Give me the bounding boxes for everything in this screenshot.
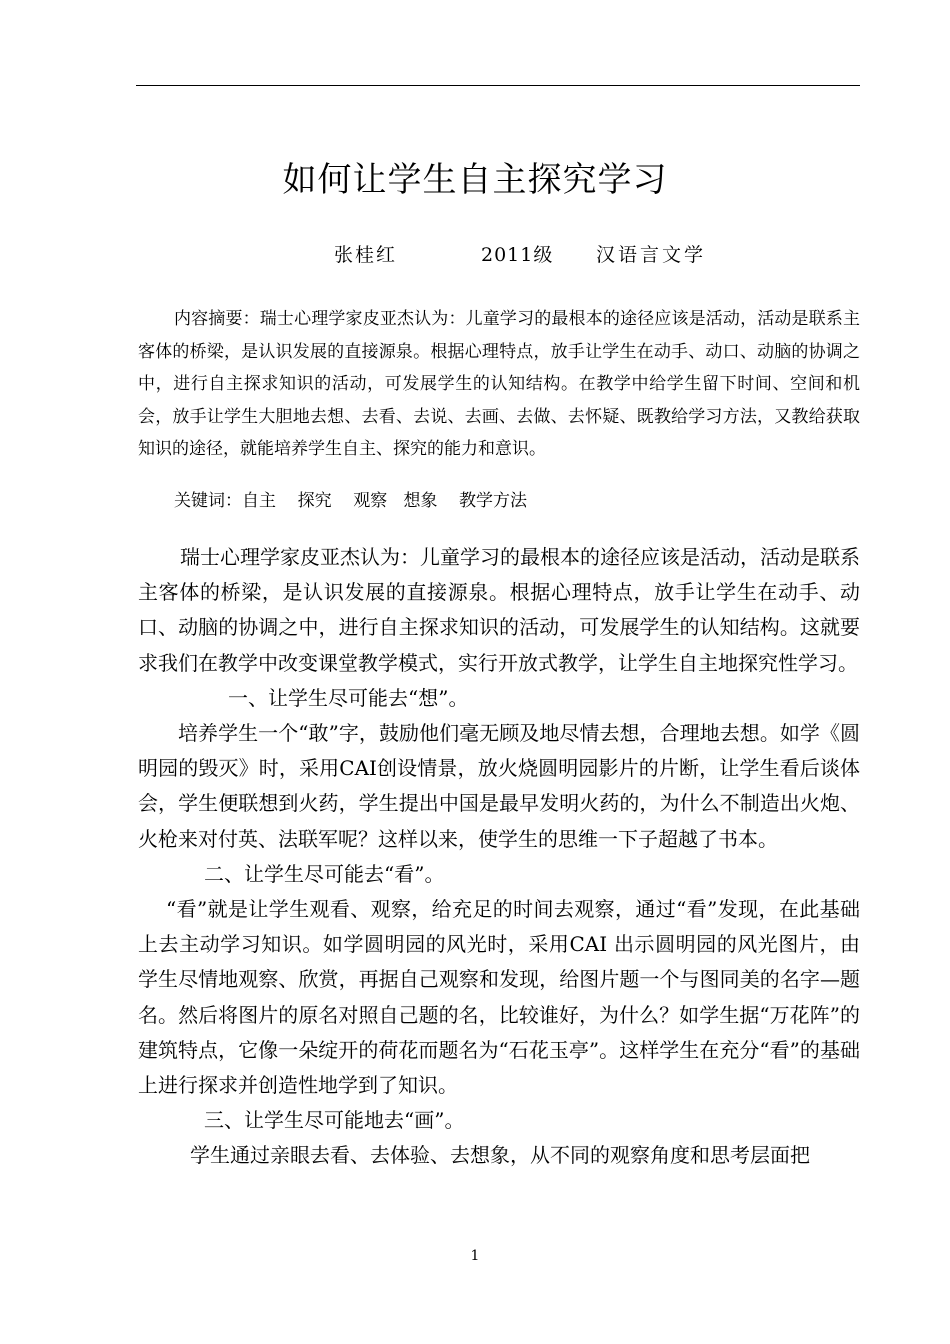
major-name: 汉语言文学 — [596, 244, 707, 266]
section-paragraph-2: “看”就是让学生观看、观察，给充足的时间去观察，通过“看”发现，在此基础上去主动学习知识。如学圆明园的风光时，采用CAI 出示圆明园的风光图片，由学生尽情地观察、欣赏，再据自己观察和发现，给图片题一个与图同美的名字—题名。然后将图片的原名对照自己题的名，比较谁好，为什么？如学生据“万花阵”的建筑特点，它像一朵绽开的荷花而题名为“石花玉亭”。这样学生在充分“看”的基础上进行探求并创造性地学到了知识。 — [138, 897, 860, 1098]
section-paragraph-1: 培养学生一个“敢”字，鼓励他们毫无顾及地尽情去想，合理地去想。如学《圆明园的毁灭》时，采用CAI创设情景，放火烧圆明园影片的片断，让学生看后谈体会，学生便联想到火药，学生提出中国是最早发明火药的，为什么不制造出火炮、火枪来对付英、法联军呢？这样以来，使学生的思维一下子超越了书本。 — [138, 721, 860, 851]
intro-paragraph: 瑞士心理学家皮亚杰认为：儿童学习的最根本的途径应该是活动，活动是联系主客体的桥梁，是认识发展的直接源泉。根据心理特点，放手让学生在动手、动口、动脑的协调之中，进行自主探求知识的活动，可发展学生的认知结构。这就要求我们在教学中改变课堂教学模式，实行开放式教学，让学生自主地探究性学习。 — [138, 545, 860, 675]
page-number: 1 — [470, 1248, 480, 1264]
document-body — [138, 540, 860, 1174]
grade-year: 2011级 — [481, 244, 554, 266]
document-title: 如何让学生自主探究学习 — [282, 160, 668, 200]
keywords: 关键词：自主 探究 观察 想象 教学方法 — [174, 491, 528, 511]
section-heading-3: 三、让学生尽可能地去“画”。 — [204, 1108, 465, 1133]
abstract: 内容摘要：瑞士心理学家皮亚杰认为：儿童学习的最根本的途径应该是活动，活动是联系主客体的桥梁，是认识发展的直接源泉。根据心理特点，放手让学生在动手、动口、动脑的协调之中，进行自主探求知识的活动，可发展学生的认知结构。在教学中给学生留下时间、空间和机会，放手让学生大胆地去想、去看、去说、去画、去做、去怀疑、既教给学习方法，又教给获取知识的途径，就能培养学生自主、探究的能力和意识。 — [138, 309, 860, 459]
section-heading-1: 一、让学生尽可能去“想”。 — [228, 685, 469, 710]
section-heading-2: 二、让学生尽可能去“看”。 — [204, 861, 445, 886]
header-rule — [136, 85, 860, 86]
byline — [0, 240, 950, 270]
section-paragraph-3: 学生通过亲眼去看、去体验、去想象，从不同的观察角度和思考层面把 — [190, 1143, 810, 1168]
author-name: 张桂红 — [334, 244, 398, 266]
